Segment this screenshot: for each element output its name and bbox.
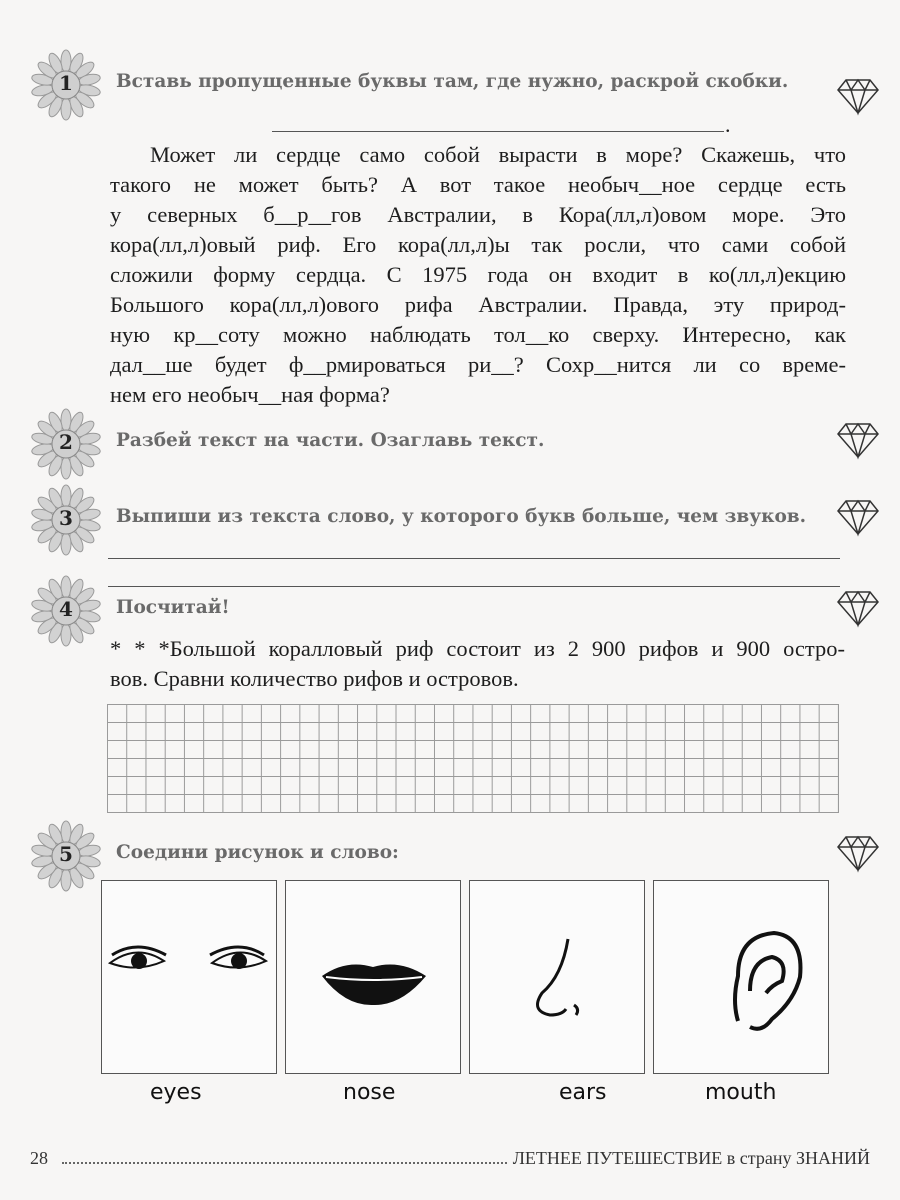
- answer-line-2[interactable]: [108, 586, 840, 587]
- diamond-icon: [834, 420, 882, 460]
- page-footer: [30, 1148, 870, 1169]
- text-line: Может ли сердце само собой вырасти в море? Скажешь, что: [150, 142, 846, 167]
- text-line: у северных б__р__гов Австралии, в Кора(лл,л)овом море. Это: [110, 202, 846, 227]
- diamond-icon: [834, 76, 882, 116]
- task-number: 5: [59, 842, 73, 866]
- text-line: ную кр__соту можно наблюдать тол__ко сверху. Интересно, как: [110, 322, 846, 347]
- text-line: вов. Сравни количество рифов и островов.: [110, 666, 519, 691]
- word-eyes[interactable]: eyes: [150, 1080, 202, 1105]
- title-period: .: [725, 112, 731, 137]
- word-nose[interactable]: nose: [343, 1080, 396, 1105]
- task-5-title: Соедини рисунок и слово:: [116, 842, 399, 863]
- text-line: нем его необыч__ная форма?: [110, 382, 390, 407]
- task-number-flower-icon: [30, 820, 102, 892]
- task-number-flower-icon: [30, 408, 102, 480]
- eyes-picture[interactable]: [101, 880, 277, 1074]
- text-line: * * *Большой коралловый риф состоит из 2 900 рифов и 900 остро-: [110, 636, 845, 661]
- lips-picture[interactable]: [285, 880, 461, 1074]
- ear-picture[interactable]: [653, 880, 829, 1074]
- task-3-title: Выпиши из текста слово, у которого букв больше, чем звуков.: [116, 506, 807, 527]
- diamond-icon: [834, 497, 882, 537]
- task-number: 2: [59, 430, 73, 454]
- math-grid[interactable]: [107, 704, 839, 813]
- text-line: кора(лл,л)овый риф. Его кора(лл,л)ы так росли, что сами собой: [110, 232, 846, 257]
- word-ears[interactable]: ears: [559, 1080, 607, 1105]
- footer-dots: [62, 1162, 507, 1164]
- page-number: 28: [30, 1148, 48, 1168]
- word-mouth[interactable]: mouth: [705, 1080, 777, 1105]
- text-line: сложили форму сердца. С 1975 года он входит в ко(лл,л)екцию: [110, 262, 846, 287]
- text-line: такого не может быть? А вот такое необыч__ное сердце есть: [110, 172, 846, 197]
- task-number-flower-icon: [30, 575, 102, 647]
- diamond-icon: [834, 833, 882, 873]
- task-number: 1: [59, 71, 73, 95]
- task-number: 3: [59, 506, 73, 530]
- book-title: ЛЕТНЕЕ ПУТЕШЕСТВИЕ в страну ЗНАНИЙ: [512, 1148, 870, 1168]
- title-answer-line[interactable]: [272, 131, 724, 132]
- task-4-title: Посчитай!: [116, 597, 230, 618]
- task-4-text: [110, 634, 845, 694]
- task-2-title: Разбей текст на части. Озаглавь текст.: [116, 430, 545, 451]
- answer-line-1[interactable]: [108, 558, 840, 559]
- task-number: 4: [59, 597, 73, 621]
- diamond-icon: [834, 588, 882, 628]
- task-1-text: [110, 140, 846, 410]
- task-1-title: Вставь пропущенные буквы там, где нужно, раскрой скобки.: [116, 71, 789, 92]
- text-line: дал__ше будет ф__рмироваться ри__? Сохр__нится ли со време-: [110, 352, 846, 377]
- task-number-flower-icon: [30, 484, 102, 556]
- text-line: Большого кора(лл,л)ового рифа Австралии. Правда, эту природ-: [110, 292, 846, 317]
- nose-picture[interactable]: [469, 880, 645, 1074]
- task-number-flower-icon: [30, 49, 102, 121]
